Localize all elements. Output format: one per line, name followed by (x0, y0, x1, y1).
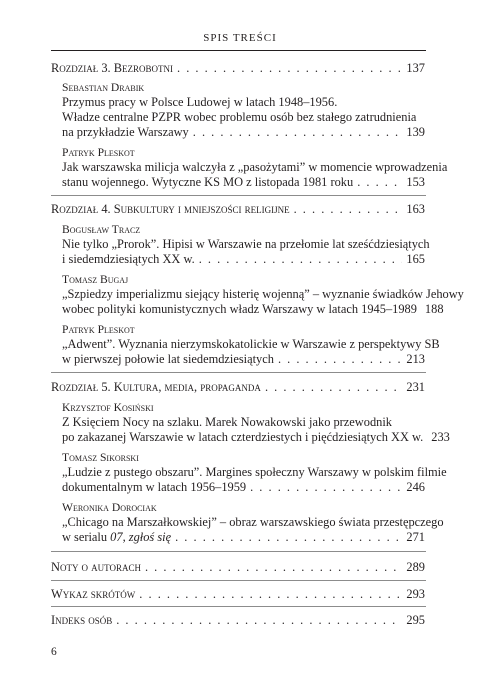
page-number: 246 (406, 480, 425, 494)
folio-page-number: 6 (51, 646, 57, 658)
entry-title-line: „Chicago na Marszałkowskiej” – obraz warszawskiego świata przestępczego (62, 515, 444, 529)
toc-entry[interactable] (62, 480, 425, 495)
chapter-title: Rozdział 3. Bezrobotni (51, 61, 173, 75)
toc-entry[interactable] (62, 252, 425, 267)
entry-title-line: wobec polityki komunistycznych władz Warszawy w latach 1945–1989 (62, 302, 417, 316)
toc-entry[interactable] (62, 302, 444, 317)
entry-title-line: „Ludzie z pustego obszaru”. Margines społeczny Warszawy w polskim filmie (62, 465, 447, 479)
toc-entry[interactable] (62, 530, 425, 545)
toc-entry[interactable] (62, 125, 425, 140)
leader-dots (177, 61, 402, 76)
running-head: SPIS TREŚCI (203, 32, 277, 44)
entry-title-line: Jak warszawska milicja walczyła z „pasożytami” w momencie wprowadzenia (62, 160, 448, 174)
page-number: 271 (406, 530, 425, 544)
section-title: Wykaz skrótów (51, 587, 136, 601)
page-number: 289 (406, 560, 425, 574)
leader-dots (116, 613, 402, 628)
entry-title-line: stanu wojennego. Wytyczne KS MO z listopada 1981 roku (62, 175, 354, 189)
toc-entry[interactable] (62, 175, 425, 190)
entry-title-line: na przykładzie Warszawy (62, 125, 189, 139)
author-name: Tomasz Bugaj (62, 273, 129, 286)
section-divider (51, 372, 426, 373)
page-number: 233 (431, 430, 450, 444)
page-number: 153 (406, 175, 425, 189)
toc-chapter-5[interactable] (51, 380, 425, 395)
entry-title-line: i siedemdziesiątych XX w. (62, 252, 195, 266)
chapter-title: Rozdział 4. Subkultury i mniejszości religijne (51, 202, 290, 216)
section-divider (51, 580, 426, 581)
page-number: 139 (406, 125, 425, 139)
page-number: 295 (406, 613, 425, 627)
section-divider (51, 606, 426, 607)
entry-title-line: „Adwent”. Wyznania nierzymskokatolickie w Warszawie z perspektywy SB (62, 337, 440, 351)
leader-dots (199, 252, 403, 267)
author-name: Tomasz Sikorski (62, 451, 139, 464)
page-number: 231 (406, 380, 425, 394)
leader-dots (357, 175, 402, 190)
entry-title-line: dokumentalnym w latach 1956–1959 (62, 480, 247, 494)
entry-title-line: Z Księciem Nocy na szlaku. Marek Nowakowski jako przewodnik (62, 415, 392, 429)
section-title: Noty o autorach (51, 560, 141, 574)
leader-dots (250, 480, 402, 495)
author-name: Patryk Pleskot (62, 323, 135, 336)
chapter-title: Rozdział 5. Kultura, media, propaganda (51, 380, 261, 394)
entry-title-line: w pierwszej połowie lat siedemdziesiątych (62, 352, 274, 366)
entry-title-line: Władze centralne PZPR wobec problemu osób bez stałego zatrudnienia (62, 110, 417, 124)
series-title: 07, zgłoś się (110, 530, 172, 544)
page-number: 293 (406, 587, 425, 601)
author-name: Sebastian Drabik (62, 81, 145, 94)
entry-title-line: Nie tylko „Prorok”. Hipisi w Warszawie na przełomie lat sześćdziesiątych (62, 237, 430, 251)
page-number: 188 (424, 302, 444, 316)
toc-chapter-3[interactable] (51, 61, 425, 76)
author-name: Patryk Pleskot (62, 146, 135, 159)
page-number: 213 (406, 352, 425, 366)
header-rule (51, 50, 426, 51)
leader-dots (193, 125, 403, 140)
leader-dots (265, 380, 402, 395)
entry-title-text: w serialu (62, 530, 111, 544)
toc-notes[interactable] (51, 560, 425, 575)
toc-entry[interactable] (62, 430, 450, 445)
author-name: Krzysztof Kosiński (62, 401, 154, 414)
entry-title-line: „Szpiedzy imperializmu siejący histerię wojenną” – wyznanie świadków Jehowy (62, 287, 464, 301)
toc-abbreviations[interactable] (51, 587, 425, 602)
page-number: 137 (406, 61, 425, 75)
toc-index[interactable] (51, 613, 425, 628)
entry-title-line (62, 530, 171, 545)
leader-dots (139, 587, 402, 602)
entry-title-line: Przymus pracy w Polsce Ludowej w latach 1948–1956. (62, 95, 338, 109)
toc-chapter-4[interactable] (51, 202, 425, 217)
leader-dots (278, 352, 402, 367)
page-number: 165 (406, 252, 425, 266)
section-divider (51, 551, 426, 552)
author-name: Bogusław Tracz (62, 223, 141, 236)
section-title: Indeks osób (51, 613, 113, 627)
leader-dots (175, 530, 402, 545)
entry-title-line: po zakazanej Warszawie w latach czterdziestych i pięćdziesiątych XX w. (62, 430, 424, 444)
toc-entry[interactable] (62, 352, 425, 367)
leader-dots (145, 560, 402, 575)
section-divider (51, 195, 426, 196)
author-name: Weronika Dorociak (62, 501, 157, 514)
page-number: 163 (406, 202, 425, 216)
leader-dots (294, 202, 403, 217)
